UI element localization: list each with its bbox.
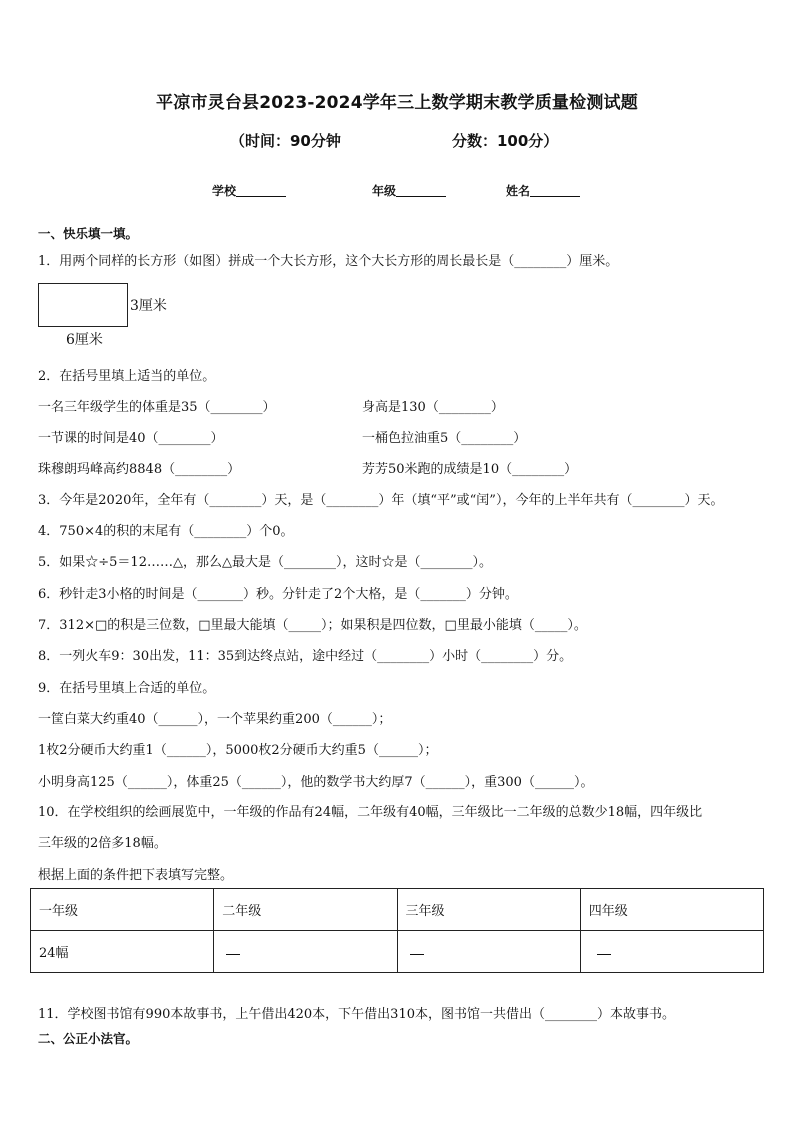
exam-time: （时间：90分钟	[230, 132, 341, 150]
question-11: 11．学校图书馆有990本故事书，上午借出420本，下午借出310本，图书馆一共借出（________）本故事书。	[38, 1007, 675, 1022]
grade-field	[372, 182, 446, 199]
rectangle-height-label: 3厘米	[130, 298, 167, 314]
table-cell-grade1: 24幅	[31, 931, 214, 973]
answer-blank[interactable]	[597, 945, 611, 955]
q2-item: 身高是130（________）	[362, 400, 504, 415]
table-row	[31, 931, 764, 973]
table-header-cell: 一年级	[31, 889, 214, 931]
q9-line: 一筐白菜大约重40（______），一个苹果约重200（______）；	[38, 712, 392, 727]
question-6: 6．秒针走3小格的时间是（_______）秒。分针走了2个大格，是（_______）分钟。	[38, 587, 518, 602]
school-field	[212, 182, 286, 199]
section-one-heading: 一、快乐填一填。	[38, 226, 139, 241]
q2-item: 芳芳50米跑的成绩是10（________）	[362, 462, 578, 477]
question-10: 10．在学校组织的绘画展览中，一年级的作品有24幅，二年级有40幅，三年级比一二年级的总数少18幅，四年级比	[38, 805, 703, 820]
table-header-cell: 四年级	[580, 889, 763, 931]
table-cell-grade2[interactable]	[214, 931, 397, 973]
table-header-cell: 二年级	[214, 889, 397, 931]
answer-blank[interactable]	[226, 945, 240, 955]
question-10-cont: 三年级的2倍多18幅。	[38, 836, 167, 851]
answer-blank[interactable]	[410, 945, 424, 955]
section-two-heading: 二、公正小法官。	[38, 1031, 139, 1046]
q2-item: 一名三年级学生的体重是35（________）	[38, 400, 276, 415]
exam-score: 分数：100分）	[452, 132, 559, 150]
grade-label: 年级	[372, 184, 397, 198]
rectangle-figure	[38, 283, 128, 327]
table-header-cell: 三年级	[397, 889, 580, 931]
q9-line: 小明身高125（______），体重25（______），他的数学书大约厚7（______），重300（______）。	[38, 775, 594, 790]
question-5: 5．如果☆÷5＝12……△，那么△最大是（________），这时☆是（________）。	[38, 555, 492, 570]
question-9: 9．在括号里填上合适的单位。	[38, 681, 216, 696]
grade-blank[interactable]	[396, 184, 446, 197]
question-1: 1．用两个同样的长方形（如图）拼成一个大长方形，这个大长方形的周长最长是（________）厘米。	[38, 254, 619, 269]
table-cell-grade3[interactable]	[397, 931, 580, 973]
question-2: 2．在括号里填上适当的单位。	[38, 369, 216, 384]
question-8: 8．一列火车9：30出发，11：35到达终点站，途中经过（________）小时（________）分。	[38, 649, 573, 664]
grades-table	[30, 888, 764, 973]
question-3: 3．今年是2020年，全年有（________）天，是（________）年（填“平”或“闰”），今年的上半年共有（________）天。	[38, 493, 724, 508]
table-header-row	[31, 889, 764, 931]
school-blank[interactable]	[236, 184, 286, 197]
name-label: 姓名	[506, 184, 531, 198]
q10-instruction: 根据上面的条件把下表填写完整。	[38, 868, 234, 883]
table-cell-grade4[interactable]	[580, 931, 763, 973]
school-label: 学校	[212, 184, 237, 198]
name-field	[506, 182, 580, 199]
question-4: 4．750×4的积的末尾有（________）个0。	[38, 524, 294, 539]
rectangle-width-label: 6厘米	[66, 332, 103, 348]
question-7: 7．312×□的积是三位数，□里最大能填（_____）；如果积是四位数，□里最小能填（_____）。	[38, 618, 587, 633]
q9-line: 1枚2分硬币大约重1（______），5000枚2分硬币大约重5（______）；	[38, 743, 438, 758]
name-blank[interactable]	[530, 184, 580, 197]
page-title: 平凉市灵台县2023-2024学年三上数学期末教学质量检测试题	[156, 93, 638, 113]
q2-item: 一桶色拉油重5（________）	[362, 431, 527, 446]
q2-item: 一节课的时间是40（________）	[38, 431, 224, 446]
q2-item: 珠穆朗玛峰高约8848（________）	[38, 462, 241, 477]
